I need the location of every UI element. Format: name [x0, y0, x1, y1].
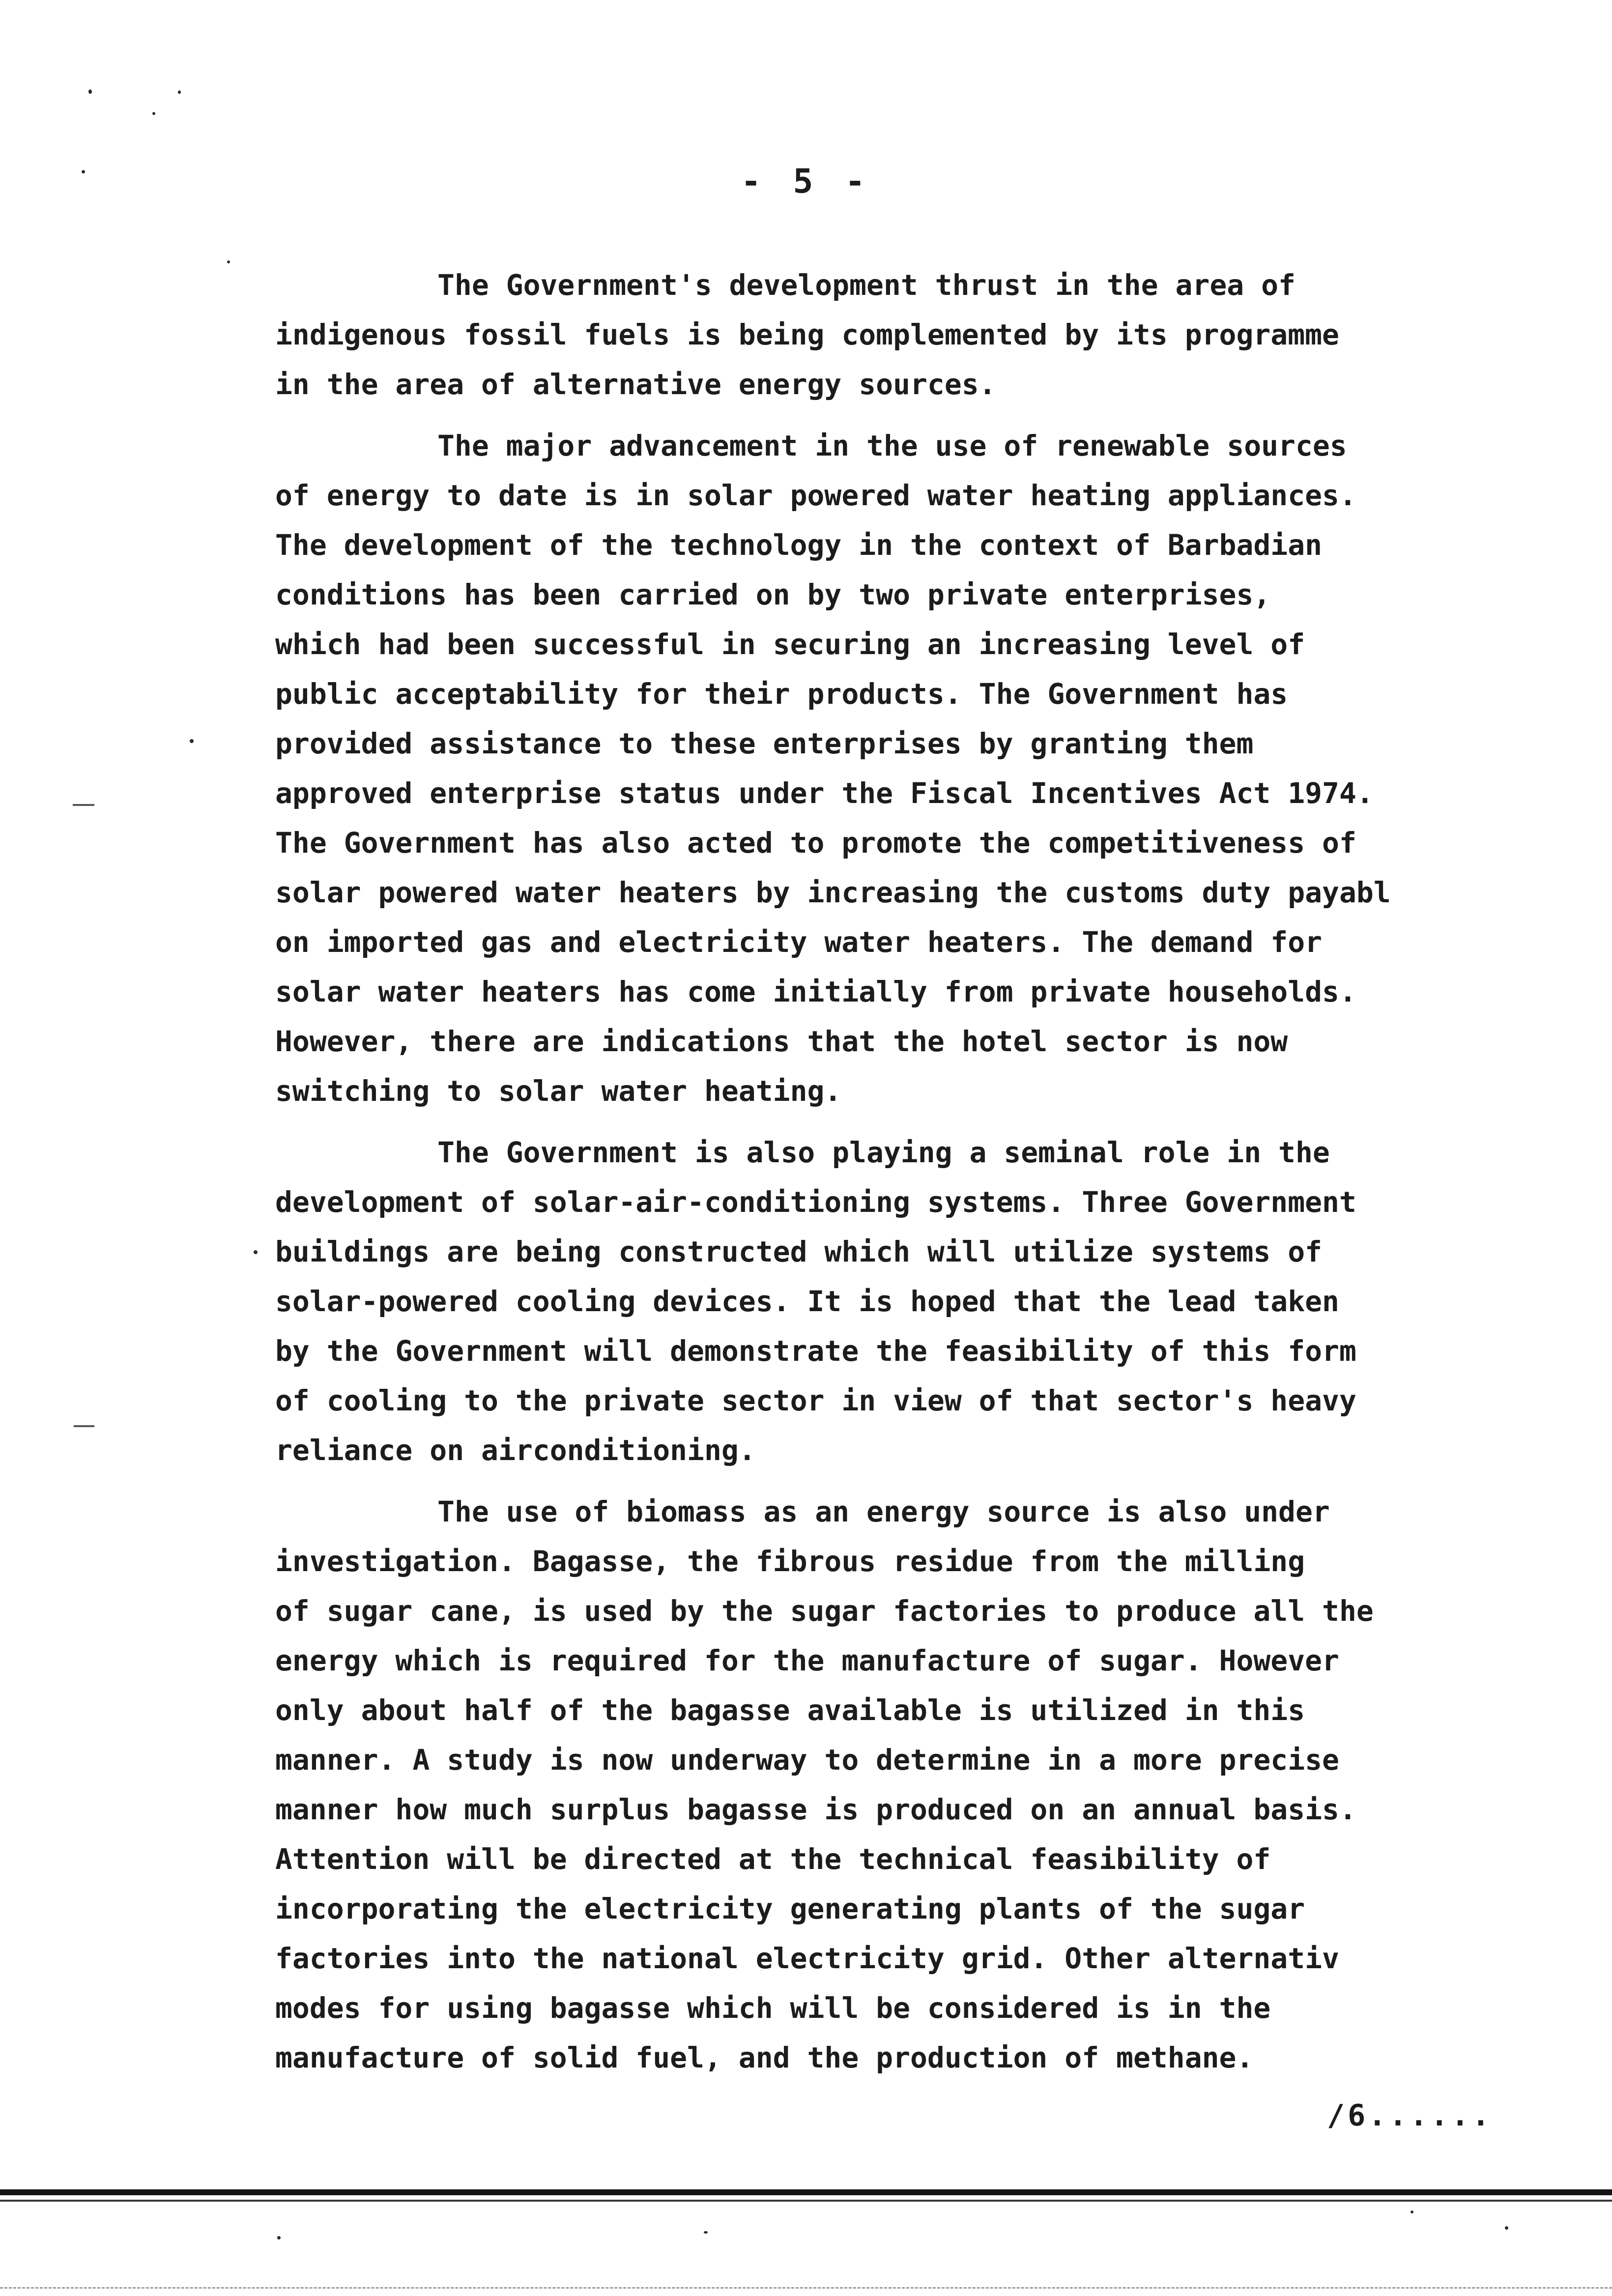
text-line: development of solar-air-conditioning systems. Three Government [275, 1185, 1356, 1219]
text-line: incorporating the electricity generating plants of the sugar [275, 1892, 1305, 1925]
text-line: solar water heaters has come initially from private households. [275, 975, 1356, 1008]
scan-speck [227, 260, 230, 263]
text-line: approved enterprise status under the Fiscal Incentives Act 1974. [275, 776, 1374, 810]
scan-speck [190, 739, 194, 743]
body-text [275, 260, 1612, 2083]
text-line: The Government's development thrust in the area of [437, 268, 1295, 302]
text-line: factories into the national electricity grid. Other alternativ [275, 1942, 1339, 1975]
paragraph-fossil-fuels [275, 260, 1612, 409]
text-line: of sugar cane, is used by the sugar factories to produce all the [275, 1594, 1374, 1628]
text-line: modes for using bagasse which will be considered is in the [275, 1991, 1271, 2025]
scan-speck [178, 90, 181, 94]
text-line: investigation. Bagasse, the fibrous residue from the milling [275, 1545, 1305, 1578]
scan-speck [704, 2231, 708, 2234]
continuation-marker: /6...... [1327, 2098, 1493, 2133]
text-line: manner how much surplus bagasse is produced on an annual basis. [275, 1793, 1356, 1826]
text-line: by the Government will demonstrate the feasibility of this form [275, 1334, 1356, 1368]
text-line: in the area of alternative energy sources. [275, 368, 996, 401]
text-line: buildings are being constructed which will utilize systems of [275, 1235, 1323, 1268]
footer-rule-thin [0, 2200, 1612, 2202]
scan-speck [88, 89, 92, 94]
text-line: provided assistance to these enterprises by granting them [275, 727, 1254, 760]
text-line: public acceptability for their products. The Government has [275, 677, 1288, 711]
page-number: - 5 - [741, 162, 871, 201]
text-line: The development of the technology in the context of Barbadian [275, 528, 1323, 562]
text-line: However, there are indications that the hotel sector is now [275, 1025, 1288, 1058]
text-line: only about half of the bagasse available is utilized in this [275, 1693, 1305, 1727]
scan-speck [277, 2236, 281, 2239]
text-line: of cooling to the private sector in view of that sector's heavy [275, 1384, 1356, 1417]
scan-edge-dashed-line [0, 2287, 1612, 2289]
footer-rule-thick [0, 2189, 1612, 2195]
text-line: switching to solar water heating. [275, 1074, 842, 1108]
text-line: energy which is required for the manufacture of sugar. However [275, 1644, 1339, 1677]
text-line: The major advancement in the use of renewable sources [437, 429, 1347, 462]
text-line: manner. A study is now underway to determine in a more precise [275, 1743, 1339, 1777]
margin-mark [73, 804, 94, 806]
text-line: Attention will be directed at the technical feasibility of [275, 1842, 1271, 1876]
scan-speck [1505, 2226, 1508, 2230]
scan-speck [254, 1250, 258, 1254]
text-line: solar-powered cooling devices. It is hoped that the lead taken [275, 1285, 1339, 1318]
text-line: of energy to date is in solar powered water heating appliances. [275, 479, 1356, 512]
paragraph-biomass [275, 1487, 1612, 2083]
text-line: on imported gas and electricity water heaters. The demand for [275, 925, 1323, 959]
text-line: The Government is also playing a seminal role in the [437, 1136, 1330, 1169]
scan-speck [152, 112, 155, 115]
text-line: solar powered water heaters by increasing the customs duty payabl [275, 876, 1391, 909]
scan-speck [1410, 2210, 1413, 2213]
text-line: reliance on airconditioning. [275, 1434, 756, 1467]
margin-mark [74, 1425, 94, 1427]
paragraph-solar-water-heating [275, 421, 1612, 1116]
text-line: manufacture of solid fuel, and the production of methane. [275, 2041, 1254, 2074]
text-line: indigenous fossil fuels is being complemented by its programme [275, 318, 1339, 351]
text-line: conditions has been carried on by two private enterprises, [275, 578, 1271, 611]
text-line: The use of biomass as an energy source is also under [437, 1495, 1330, 1528]
text-line: The Government has also acted to promote the competitiveness of [275, 826, 1356, 860]
text-line: which had been successful in securing an increasing level of [275, 628, 1305, 661]
paragraph-solar-air-conditioning [275, 1128, 1612, 1475]
